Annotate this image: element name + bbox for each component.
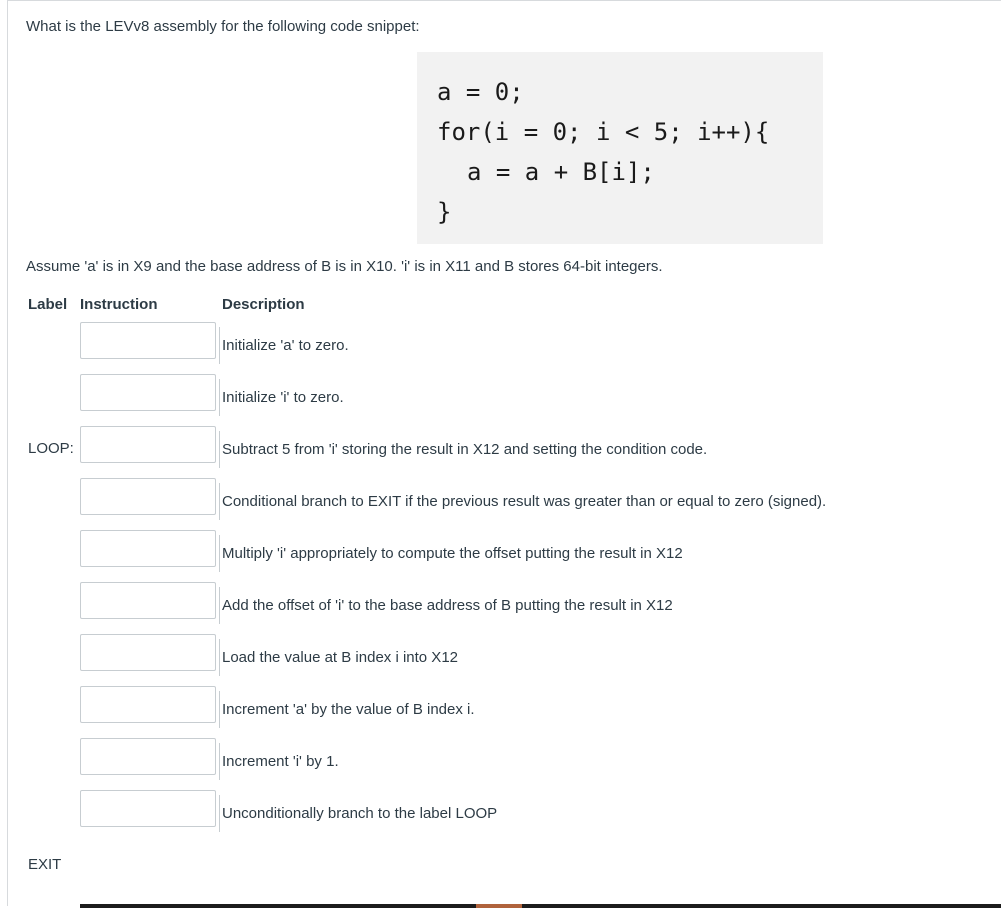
code-line-4: } — [437, 198, 452, 226]
header-instruction: Instruction — [80, 296, 158, 313]
label-exit: EXIT — [28, 856, 62, 873]
bottom-divider — [80, 904, 1001, 908]
header-description: Description — [222, 296, 305, 313]
assumption-text: Assume 'a' is in X9 and the base address of B is in X10. 'i' is in X11 and B stores 64-bit integers. — [26, 258, 663, 275]
code-line-2: for(i = 0; i < 5; i++){ — [437, 118, 770, 146]
label-loop: LOOP: — [28, 440, 74, 457]
instruction-input-6[interactable] — [80, 582, 216, 619]
description-9: Increment 'i' by 1. — [219, 743, 339, 780]
code-line-1: a = 0; — [437, 78, 524, 106]
instruction-input-9[interactable] — [80, 738, 216, 775]
code-line-3: a = a + B[i]; — [467, 158, 655, 186]
description-4: Conditional branch to EXIT if the previous result was greater than or equal to zero (signed). — [219, 483, 826, 520]
description-10: Unconditionally branch to the label LOOP — [219, 795, 497, 832]
question-prompt: What is the LEVv8 assembly for the following code snippet: — [26, 18, 420, 35]
description-5: Multiply 'i' appropriately to compute the offset putting the result in X12 — [219, 535, 683, 572]
description-7: Load the value at B index i into X12 — [219, 639, 458, 676]
instruction-input-3[interactable] — [80, 426, 216, 463]
header-label: Label — [28, 296, 68, 313]
instruction-input-2[interactable] — [80, 374, 216, 411]
description-8: Increment 'a' by the value of B index i. — [219, 691, 475, 728]
description-1: Initialize 'a' to zero. — [219, 327, 349, 364]
instruction-input-7[interactable] — [80, 634, 216, 671]
instruction-input-4[interactable] — [80, 478, 216, 515]
instruction-input-10[interactable] — [80, 790, 216, 827]
instruction-input-5[interactable] — [80, 530, 216, 567]
code-snippet — [417, 52, 823, 244]
bottom-accent — [476, 904, 522, 908]
description-6: Add the offset of 'i' to the base address of B putting the result in X12 — [219, 587, 673, 624]
description-3: Subtract 5 from 'i' storing the result in X12 and setting the condition code. — [219, 431, 707, 468]
description-2: Initialize 'i' to zero. — [219, 379, 344, 416]
instruction-input-8[interactable] — [80, 686, 216, 723]
instruction-input-1[interactable] — [80, 322, 216, 359]
